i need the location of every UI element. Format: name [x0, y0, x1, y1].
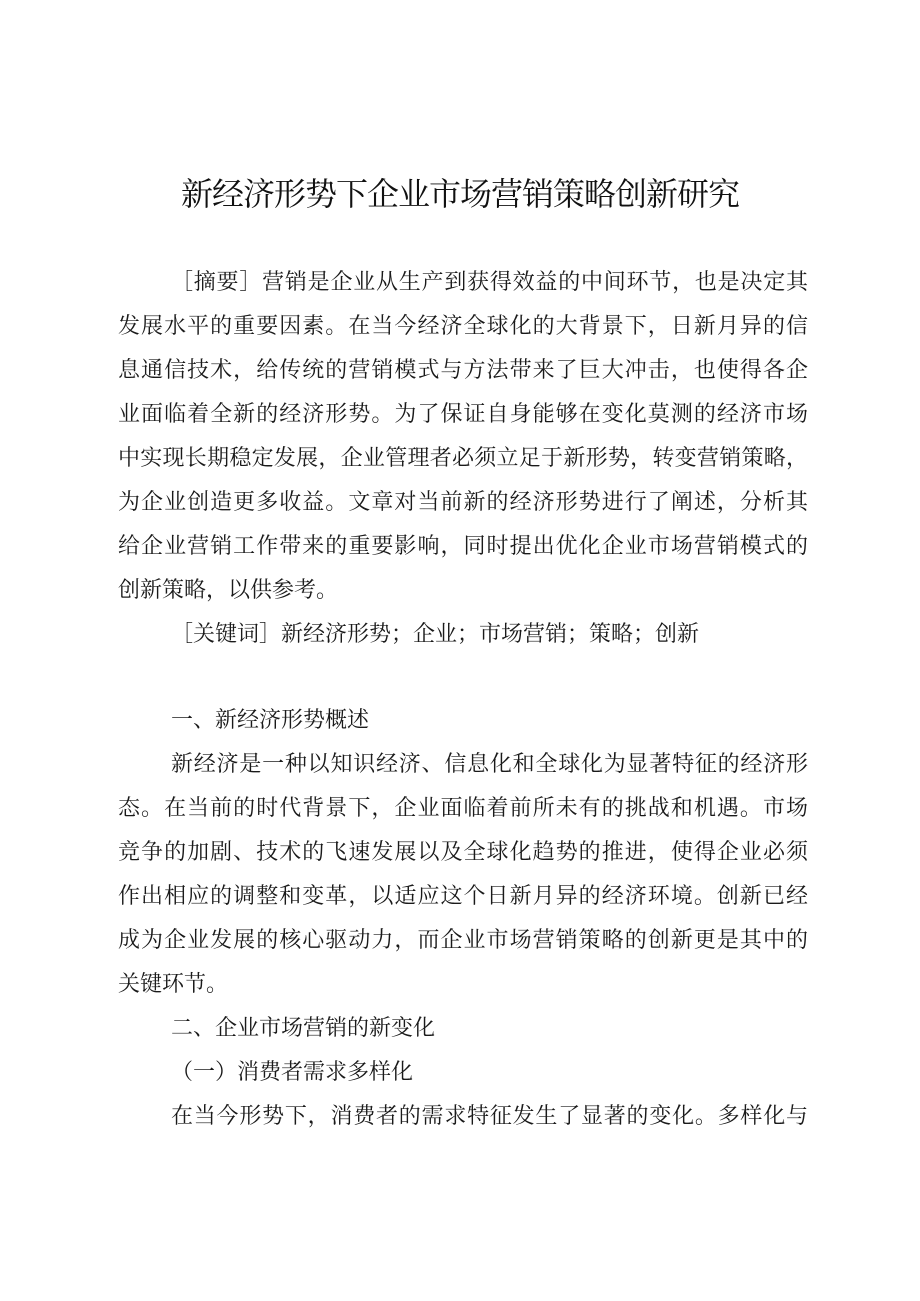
- document-title: 新经济形势下企业市场营销策略创新研究: [180, 175, 739, 213]
- body-line: 在当今形势下，消费者的需求特征发生了显著的变化。多样化与: [171, 1104, 808, 1129]
- body-line: 竞争的加剧、技术的飞速发展以及全球化趋势的推进，使得企业必须: [118, 840, 808, 865]
- abstract-line: 息通信技术，给传统的营销模式与方法带来了巨大冲击，也使得各企: [118, 358, 808, 383]
- body-line: 关键环节。: [118, 972, 229, 997]
- body-line: 成为企业发展的核心驱动力，而企业市场营销策略的创新更是其中的: [118, 928, 808, 953]
- section-heading: 二、企业市场营销的新变化: [171, 1016, 436, 1041]
- abstract-line: ［摘要］营销是企业从生产到获得效益的中间环节，也是决定其: [171, 270, 808, 295]
- abstract-line: 业面临着全新的经济形势。为了保证自身能够在变化莫测的经济市场: [118, 402, 808, 427]
- body-line: 新经济是一种以知识经济、信息化和全球化为显著特征的经济形: [171, 752, 808, 777]
- body-line: 作出相应的调整和变革，以适应这个日新月异的经济环境。创新已经: [118, 884, 808, 909]
- abstract-line: 发展水平的重要因素。在当今经济全球化的大背景下，日新月异的信: [118, 314, 808, 339]
- abstract-line: 创新策略，以供参考。: [118, 578, 339, 603]
- abstract-line: 为企业创造更多收益。文章对当前新的经济形势进行了阐述，分析其: [118, 490, 808, 515]
- body-line: 态。在当前的时代背景下，企业面临着前所未有的挑战和机遇。市场: [118, 796, 808, 821]
- abstract-line: 中实现长期稳定发展，企业管理者必须立足于新形势，转变营销策略，: [118, 446, 808, 471]
- abstract-line: 给企业营销工作带来的重要影响，同时提出优化企业市场营销模式的: [118, 534, 808, 559]
- keywords: ［关键词］新经济形势；企业；市场营销；策略；创新: [171, 622, 700, 647]
- subsection-heading: （一）消费者需求多样化: [171, 1060, 414, 1085]
- section-heading: 一、新经济形势概述: [171, 708, 370, 733]
